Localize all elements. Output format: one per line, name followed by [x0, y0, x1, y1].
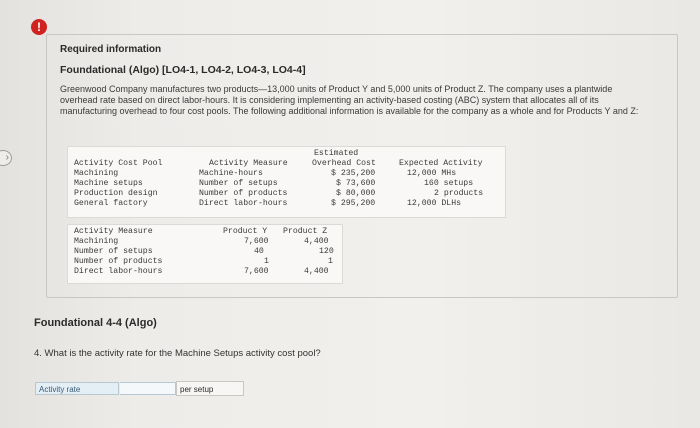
header-estimated: Estimated: [314, 149, 359, 158]
measure-cell: Machine-hours: [199, 169, 263, 178]
measure-cell: Number of setups: [199, 179, 278, 188]
measure-cell: Direct labor-hours: [74, 267, 163, 276]
product-y-cell: 7,600: [244, 267, 269, 276]
overhead-cell: $ 73,600: [336, 179, 376, 188]
left-arrow-icon[interactable]: ›: [0, 150, 12, 166]
pool-cell: General factory: [74, 199, 148, 208]
measure-cell: Machining: [74, 237, 119, 246]
pool-cell: Production design: [74, 189, 158, 198]
overhead-cell: $ 295,200: [331, 199, 376, 208]
activity-rate-label: Activity rate: [35, 382, 119, 395]
pool-cell: Machining: [74, 169, 119, 178]
foundational-heading: Foundational (Algo) [LO4-1, LO4-2, LO4-3, LO4-4]: [60, 64, 306, 76]
product-z-cell: 4,400: [304, 267, 329, 276]
intro-paragraph: Greenwood Company manufactures two products—13,000 units of Product Y and 5,000 units of Product Z. The company uses a plantwide overhead rate based on direct labor-hours. It is considering implementing an activity-based costing (ABC) system that allocates all of its manufacturing overhead to four cost pools. The following additional information is available for the company as a whole and for Products Y and Z:: [60, 84, 639, 116]
product-y-cell: 7,600: [244, 237, 269, 246]
header-product-z: Product Z: [283, 227, 328, 236]
header-measure: Activity Measure: [74, 227, 153, 236]
expected-cell: 12,000 DLHs: [407, 199, 462, 208]
overhead-cell: $ 80,000: [336, 189, 376, 198]
activity-rate-input[interactable]: [120, 382, 176, 395]
section-title: Foundational 4-4 (Algo): [34, 317, 157, 329]
required-info-heading: Required information: [60, 44, 162, 55]
header-pool: Activity Cost Pool: [74, 159, 163, 168]
header-measure: Activity Measure: [209, 159, 288, 168]
expected-cell: 2 products: [434, 189, 484, 198]
product-z-cell: 4,400: [304, 237, 329, 246]
expected-cell: 12,000 MHs: [407, 169, 457, 178]
header-expected: Expected Activity: [399, 159, 483, 168]
measure-cell: Number of setups: [74, 247, 153, 256]
measure-cell: Number of products: [199, 189, 288, 198]
header-overhead: Overhead Cost: [312, 159, 376, 168]
measure-cell: Direct labor-hours: [199, 199, 288, 208]
activity-cost-table: [67, 146, 506, 218]
overhead-cell: $ 235,200: [331, 169, 376, 178]
product-y-cell: 1: [264, 257, 269, 266]
expected-cell: 160 setups: [424, 179, 474, 188]
pool-cell: Machine setups: [74, 179, 143, 188]
measure-cell: Number of products: [74, 257, 163, 266]
alert-icon: !: [31, 19, 47, 35]
product-activity-table: [67, 224, 343, 284]
question-text: 4. What is the activity rate for the Machine Setups activity cost pool?: [34, 348, 321, 359]
unit-label: per setup: [176, 381, 244, 396]
product-z-cell: 1: [328, 257, 333, 266]
header-product-y: Product Y: [223, 227, 268, 236]
product-z-cell: 120: [319, 247, 334, 256]
product-y-cell: 40: [254, 247, 264, 256]
